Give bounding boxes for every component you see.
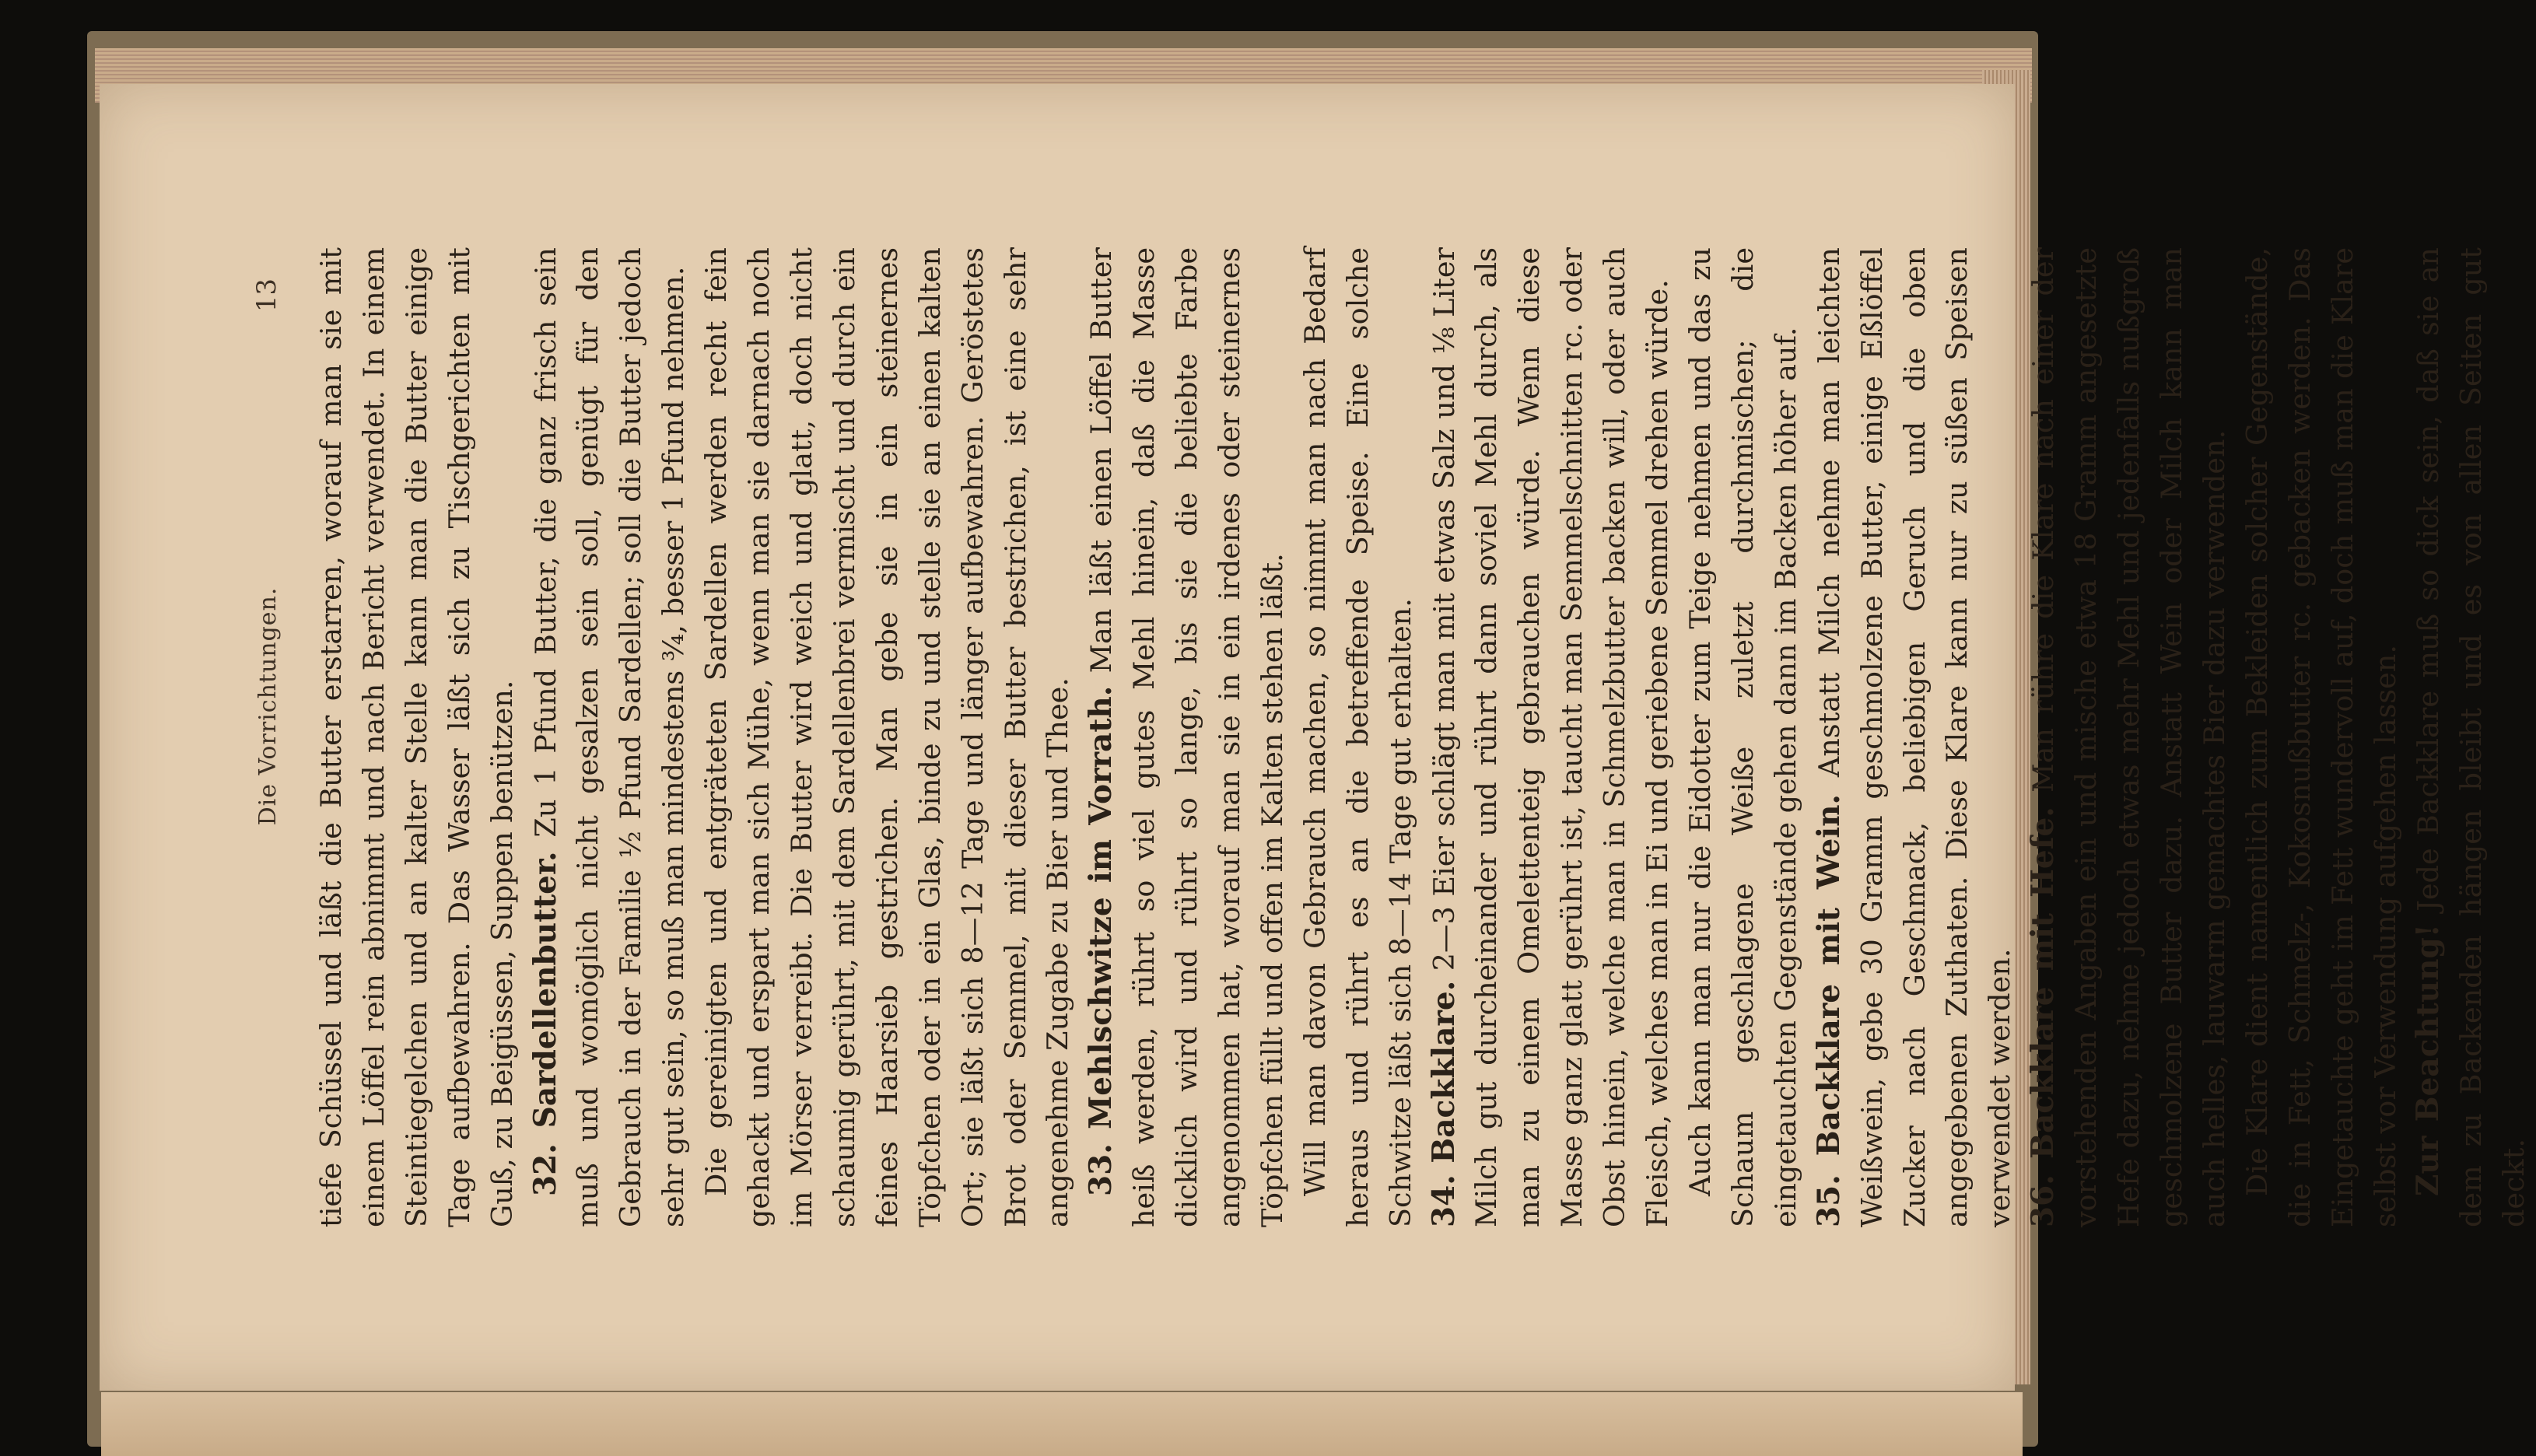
paragraph (310, 247, 524, 1227)
section-heading: 35. Backklare mit Wein. (1810, 793, 1847, 1227)
paragraph-text: Auch kann man nur die Eidotter zum Teige nehmen und das zu Schaum geschlagene Weiße zuletzt durchmischen; die eingetauchten Gegenstände gehen dann im Backen höher auf. (1683, 247, 1802, 1227)
paragraph-text: Jede Backklare muß so dick sein, daß sie an dem zu Backenden hängen bleibt und es von allen Seiten gut deckt. (2412, 247, 2531, 1227)
page-number: 13 (251, 278, 282, 313)
rotated-text-frame (248, 247, 2531, 1227)
paragraph-text: Will man davon Gebrauch machen, so nimmt man nach Bedarf heraus und rührt es an die betreffende Speise. Eine solche Schwitze läßt sich 8—14 Tage gut erhalten. (1298, 247, 1417, 1227)
paragraph-text: tiefe Schüssel und läßt die Butter erstarren, worauf man sie mit einem Löffel rein abnimmt und nach Bericht verwendet. In einem Steintiegelchen und an kalter Stelle kann man die Butter einige Tage aufbewahren. Das Wasser läßt sich zu Tischgerichten mit Guß, zu Beigüssen, Suppen benützen. (314, 247, 519, 1227)
section-heading: Zur Beachtung! (2410, 924, 2447, 1196)
paragraph (695, 247, 1080, 1227)
book-page (100, 84, 2531, 1391)
facing-page-edge (101, 1392, 2023, 1456)
paragraph-text: Anstatt Milch nehme man leichten Weißwein, gebe 30 Gramm geschmolzene Butter, einige Eßlöffel Zucker nach Geschmack, beliebigen Geruch und die oben angegebenen Zuthaten. Diese Klare kann nur zu süßen Speisen verwendet werden. (1812, 247, 2017, 1227)
paragraph (1808, 247, 2023, 1227)
paragraph (524, 247, 696, 1227)
paragraph-text: Die Klare dient namentlich zum Bekleiden solcher Gegenstände, die in Fett, Schmelz-, Kokosnußbutter rc. gebacken werden. Das Eingetauchte geht im Fett wundervoll auf, doch muß man die Klare selbst vor Verwendung aufgehen lassen. (2240, 247, 2402, 1227)
page-header (248, 278, 295, 1134)
paragraph (1423, 247, 1680, 1227)
paragraph-text: 2—3 Eier schlägt man mit etwas Salz und ⅛ Liter Milch gut durcheinander und rührt dann soviel Mehl durch, als man zu einem Omelettenteig gebrauchen würde. Wenn diese Masse ganz glatt gerührt ist, taucht man Semmelschnitten rc. oder Obst hinein, welche man in Schmelzbutter backen will, oder auch Fleisch, welches man in Ei und geriebene Semmel drehen würde. (1427, 247, 1675, 1227)
paragraph-text: Man rühre die Klare nach einer der vorstehenden Angaben ein und mische etwa 18 Gramm angesetzte Hefe dazu, nehme jedoch etwas mehr Mehl und jedenfalls nußgroß geschmolzene Butter dazu. Anstatt Wein oder Milch kann man auch helles, lauwarm gemachtes Bier dazu verwenden. (2026, 247, 2231, 1227)
paragraph-text: Zu 1 Pfund Butter, die ganz frisch sein muß und womöglich nicht gesalzen sein soll, genügt für den Gebrauch in der Familie ½ Pfund Sardellen; soll die Butter jedoch sehr gut sein, so muß man mindestens ¾, besser 1 Pfund nehmen. (528, 247, 691, 1227)
section-heading: 36. Backklare mit Hefe. (2025, 807, 2061, 1227)
paragraph-text: Man läßt einen Löffel Butter heiß werden, rührt so viel gutes Mehl hinein, daß die Masse dicklich wird und rührt so lange, bis sie die beliebte Farbe angenommen hat, worauf man sie in ein irdenes oder steinernes Töpfchen füllt und offen im Kalten stehen läßt. (1084, 247, 1289, 1227)
running-title: Die Vorrichtungen. (254, 586, 282, 826)
paragraph-text: Die gereinigten und entgräteten Sardellen werden recht fein gehackt und erspart man sich Mühe, wenn man sie darnach noch im Mörser verreibt. Die Butter wird weich und glatt, doch nicht schaumig gerührt, mit dem Sardellenbrei vermischt und durch ein feines Haarsieb gestrichen. Man gebe sie in ein steinernes Töpfchen oder in ein Glas, binde zu und stelle sie an einen kalten Ort; sie läßt sich 8—12 Tage und länger aufbewahren. Geröstetes Brot oder Semmel, mit dieser Butter bestrichen, ist eine sehr angenehme Zugabe zu Bier und Thee. (699, 247, 1075, 1227)
section-heading: 33. Mehlschwitze im Vorrath. (1083, 685, 1119, 1196)
paragraph (1294, 247, 1423, 1227)
paragraph (2022, 247, 2237, 1227)
paragraph (1680, 247, 1808, 1227)
paragraph (2407, 247, 2536, 1227)
page-body (310, 247, 2531, 1227)
section-heading: 34. Backklare. (1425, 980, 1462, 1227)
paragraph (1080, 247, 1294, 1227)
section-heading: 32. Sardellenbutter. (527, 851, 563, 1196)
paragraph (2237, 247, 2408, 1227)
